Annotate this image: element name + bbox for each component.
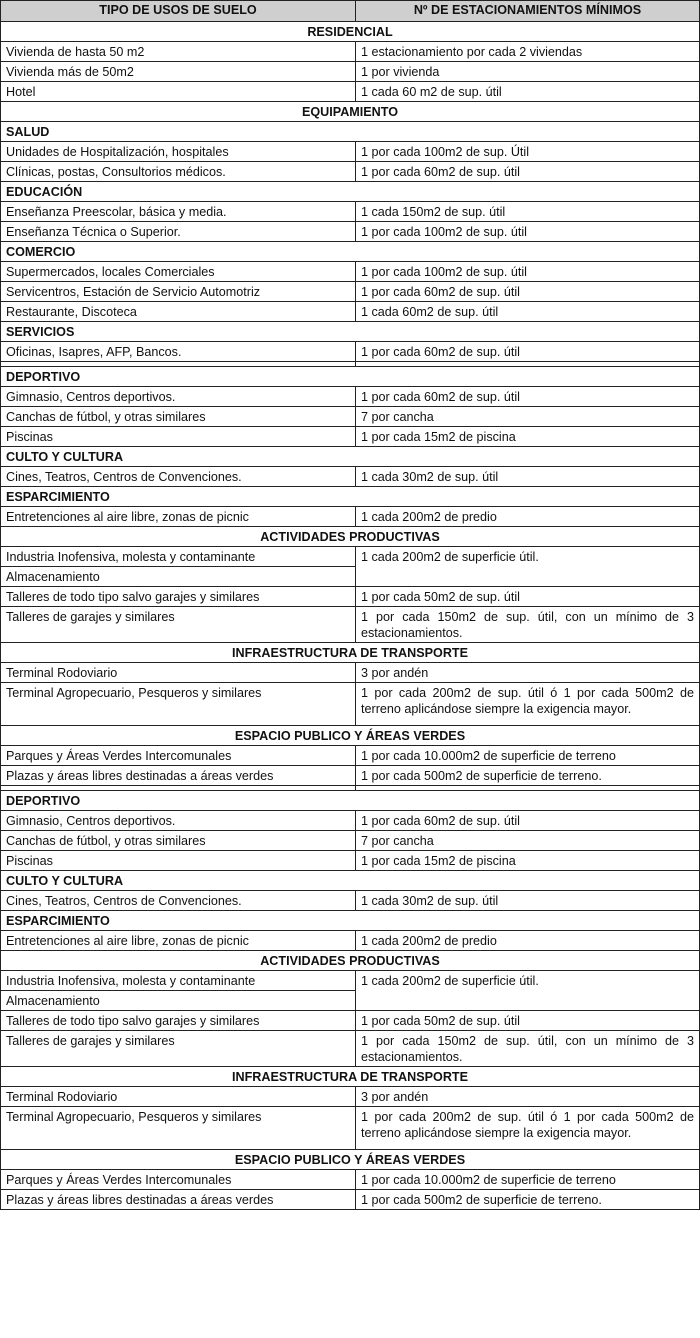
uso-cell: Vivienda de hasta 50 m2 [1,42,356,62]
table-row [1,262,700,282]
uso-cell: Unidades de Hospitalización, hospitales [1,142,356,162]
section-espacio [1,1150,700,1170]
header-estacionamientos: Nº DE ESTACIONAMIENTOS MÍNIMOS [356,1,700,22]
req-cell: 1 cada 200m2 de predio [356,931,700,951]
subsection-title: DEPORTIVO [1,791,700,811]
table-row [1,202,700,222]
table-row [1,1031,700,1067]
req-cell: 1 por cada 150m2 de sup. útil, con un mínimo de 3 estacionamientos. [356,1031,700,1067]
section-title: ESPACIO PUBLICO Y ÁREAS VERDES [1,726,700,746]
req-cell: 1 por cada 150m2 de sup. útil, con un mínimo de 3 estacionamientos. [356,607,700,643]
subsection-deportivo [1,367,700,387]
uso-cell: Restaurante, Discoteca [1,302,356,322]
req-cell: 1 por cada 200m2 de sup. útil ó 1 por cada 500m2 de terreno aplicándose siempre la exigencia mayor. [356,1107,700,1150]
table-row [1,811,700,831]
table-row [1,427,700,447]
uso-cell: Almacenamiento [1,991,356,1011]
uso-cell: Plazas y áreas libres destinadas a áreas verdes [1,766,356,786]
subsection-esparcimiento [1,911,700,931]
table-row [1,831,700,851]
uso-cell: Clínicas, postas, Consultorios médicos. [1,162,356,182]
uso-cell: Gimnasio, Centros deportivos. [1,811,356,831]
section-transporte [1,1067,700,1087]
section-title: ACTIVIDADES PRODUCTIVAS [1,527,700,547]
uso-cell: Cines, Teatros, Centros de Convenciones. [1,891,356,911]
table-row [1,851,700,871]
req-cell: 1 por cada 60m2 de sup. útil [356,342,700,362]
req-cell: 1 cada 150m2 de sup. útil [356,202,700,222]
req-cell: 1 por cada 10.000m2 de superficie de terreno [356,1170,700,1190]
req-cell: 1 por cada 60m2 de sup. útil [356,811,700,831]
subsection-title: DEPORTIVO [1,367,700,387]
section-espacio [1,726,700,746]
req-cell: 1 por cada 50m2 de sup. útil [356,1011,700,1031]
req-cell: 1 por cada 60m2 de sup. útil [356,387,700,407]
req-cell: 1 por cada 10.000m2 de superficie de terreno [356,746,700,766]
subsection-esparcimiento [1,487,700,507]
subsection-educacion [1,182,700,202]
table-row [1,142,700,162]
table-row [1,746,700,766]
uso-cell: Talleres de todo tipo salvo garajes y similares [1,1011,356,1031]
header-tipo-uso: TIPO DE USOS DE SUELO [1,1,356,22]
req-cell: 1 cada 200m2 de predio [356,507,700,527]
uso-cell: Servicentros, Estación de Servicio Automotriz [1,282,356,302]
uso-cell: Entretenciones al aire libre, zonas de picnic [1,507,356,527]
table-row [1,62,700,82]
table-row [1,891,700,911]
uso-cell: Plazas y áreas libres destinadas a áreas verdes [1,1190,356,1210]
table-row [1,663,700,683]
table-row [1,766,700,786]
table-row [1,302,700,322]
req-cell: 1 por cada 200m2 de sup. útil ó 1 por cada 500m2 de terreno aplicándose siempre la exigencia mayor. [356,683,700,726]
subsection-title: ESPARCIMIENTO [1,911,700,931]
req-cell: 7 por cancha [356,831,700,851]
section-title: INFRAESTRUCTURA DE TRANSPORTE [1,643,700,663]
subsection-title: SERVICIOS [1,322,700,342]
subsection-title: CULTO Y CULTURA [1,447,700,467]
uso-cell: Talleres de garajes y similares [1,607,356,643]
req-cell: 1 por cada 500m2 de superficie de terreno. [356,1190,700,1210]
uso-cell: Industria Inofensiva, molesta y contaminante [1,547,356,567]
section-productivas [1,527,700,547]
req-cell: 1 por cada 100m2 de sup. útil [356,222,700,242]
table-row [1,282,700,302]
table-row [1,42,700,62]
req-cell: 1 por cada 100m2 de sup. Útil [356,142,700,162]
req-cell: 1 estacionamiento por cada 2 viviendas [356,42,700,62]
uso-cell: Piscinas [1,851,356,871]
table-row [1,467,700,487]
section-title: RESIDENCIAL [1,22,700,42]
uso-cell: Talleres de garajes y similares [1,1031,356,1067]
req-cell: 1 por cada 60m2 de sup. útil [356,282,700,302]
uso-cell: Enseñanza Preescolar, básica y media. [1,202,356,222]
req-cell: 7 por cancha [356,407,700,427]
table-row [1,162,700,182]
req-cell: 1 por cada 15m2 de piscina [356,427,700,447]
table-row [1,407,700,427]
req-cell: 1 cada 200m2 de superficie útil. [356,971,700,1011]
uso-cell: Enseñanza Técnica o Superior. [1,222,356,242]
uso-cell: Almacenamiento [1,567,356,587]
req-cell: 1 cada 60 m2 de sup. útil [356,82,700,102]
req-cell: 1 por cada 50m2 de sup. útil [356,587,700,607]
uso-cell: Terminal Rodoviario [1,1087,356,1107]
table-row [1,342,700,362]
table-row [1,931,700,951]
uso-cell: Entretenciones al aire libre, zonas de picnic [1,931,356,951]
subsection-title: SALUD [1,122,700,142]
table-row [1,387,700,407]
uso-cell: Cines, Teatros, Centros de Convenciones. [1,467,356,487]
section-title: INFRAESTRUCTURA DE TRANSPORTE [1,1067,700,1087]
uso-cell: Gimnasio, Centros deportivos. [1,387,356,407]
req-cell: 1 cada 200m2 de superficie útil. [356,547,700,587]
uso-cell: Terminal Agropecuario, Pesqueros y similares [1,683,356,726]
uso-cell: Terminal Agropecuario, Pesqueros y similares [1,1107,356,1150]
section-residencial [1,22,700,42]
req-cell: 3 por andén [356,663,700,683]
uso-cell: Piscinas [1,427,356,447]
subsection-servicios [1,322,700,342]
req-cell: 1 por cada 60m2 de sup. útil [356,162,700,182]
uso-cell: Industria Inofensiva, molesta y contaminante [1,971,356,991]
subsection-salud [1,122,700,142]
req-cell: 1 cada 60m2 de sup. útil [356,302,700,322]
uso-cell: Vivienda más de 50m2 [1,62,356,82]
table-row [1,1190,700,1210]
section-title: EQUIPAMIENTO [1,102,700,122]
subsection-deportivo [1,791,700,811]
req-cell: 1 por cada 100m2 de sup. útil [356,262,700,282]
uso-cell: Canchas de fútbol, y otras similares [1,831,356,851]
subsection-comercio [1,242,700,262]
uso-cell: Canchas de fútbol, y otras similares [1,407,356,427]
section-title: ESPACIO PUBLICO Y ÁREAS VERDES [1,1150,700,1170]
req-cell: 3 por andén [356,1087,700,1107]
uso-cell: Oficinas, Isapres, AFP, Bancos. [1,342,356,362]
section-equipamiento [1,102,700,122]
subsection-title: EDUCACIÓN [1,182,700,202]
uso-cell: Supermercados, locales Comerciales [1,262,356,282]
section-transporte [1,643,700,663]
subsection-title: COMERCIO [1,242,700,262]
req-cell: 1 cada 30m2 de sup. útil [356,891,700,911]
section-title: ACTIVIDADES PRODUCTIVAS [1,951,700,971]
table-row [1,222,700,242]
req-cell: 1 por cada 500m2 de superficie de terreno. [356,766,700,786]
table-row [1,1170,700,1190]
table-row [1,82,700,102]
table-row [1,1107,700,1150]
uso-cell: Parques y Áreas Verdes Intercomunales [1,1170,356,1190]
uso-cell: Parques y Áreas Verdes Intercomunales [1,746,356,766]
header-row [1,1,700,22]
req-cell: 1 cada 30m2 de sup. útil [356,467,700,487]
uso-cell: Terminal Rodoviario [1,663,356,683]
table-row [1,1011,700,1031]
section-productivas [1,951,700,971]
subsection-title: CULTO Y CULTURA [1,871,700,891]
table-row [1,971,700,991]
uso-cell: Hotel [1,82,356,102]
table-row [1,587,700,607]
subsection-culto [1,871,700,891]
req-cell: 1 por vivienda [356,62,700,82]
table-row [1,607,700,643]
table-row [1,507,700,527]
table-row [1,547,700,567]
subsection-culto [1,447,700,467]
req-cell: 1 por cada 15m2 de piscina [356,851,700,871]
table-row [1,1087,700,1107]
table-row [1,683,700,726]
uso-cell: Talleres de todo tipo salvo garajes y similares [1,587,356,607]
subsection-title: ESPARCIMIENTO [1,487,700,507]
